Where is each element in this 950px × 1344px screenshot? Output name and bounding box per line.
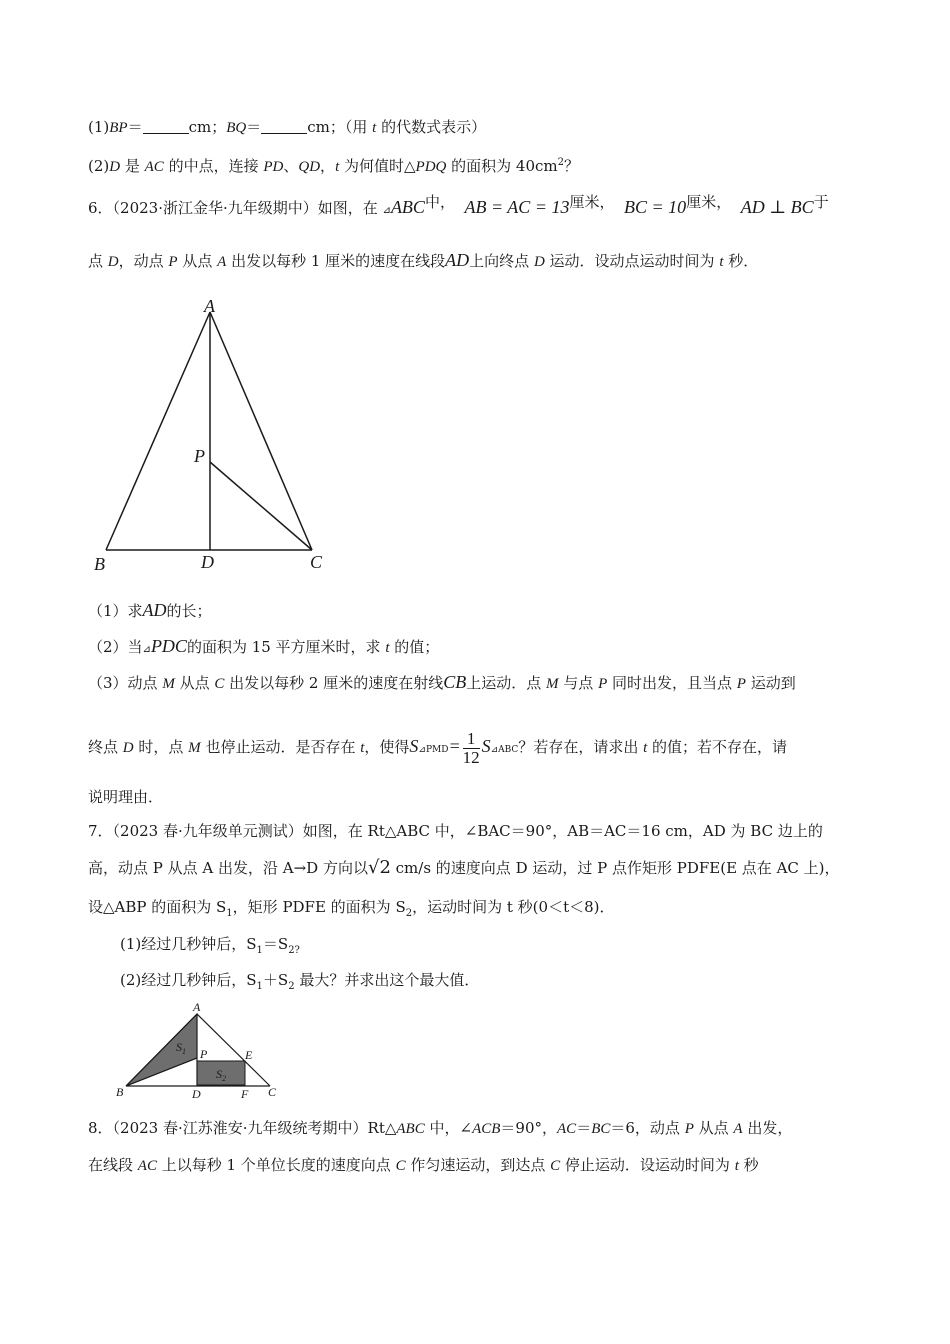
segment-pc	[210, 462, 312, 550]
var: P	[684, 1121, 694, 1137]
math: AD	[142, 600, 167, 620]
subscript: 2?	[288, 945, 300, 956]
text: ？	[564, 157, 580, 175]
q7-line3	[88, 897, 615, 924]
q7-sub2	[120, 970, 479, 997]
text: cm；	[188, 118, 227, 136]
var: t	[372, 120, 377, 136]
text: 说明理由．	[88, 788, 164, 806]
text: (1)经过几秒钟后，S	[120, 935, 257, 953]
text: 从点	[174, 674, 215, 692]
s2-letter: S	[216, 1067, 222, 1081]
text: 的中点，连接	[163, 157, 264, 175]
text: 的长；	[166, 602, 212, 620]
label-d: D	[192, 1087, 201, 1101]
text: 上运动．点	[466, 674, 547, 692]
text: ，矩形 PDFE 的面积为 S	[232, 898, 406, 916]
var: BP	[109, 120, 128, 136]
var: ABC	[396, 1121, 425, 1137]
text: cm/s 的速度向点 D 运动，过 P 点作矩形 PDFE(E 点在 AC 上)，	[390, 859, 840, 877]
text: 是	[120, 157, 145, 175]
text: 点	[88, 252, 108, 270]
text: 秒	[738, 1156, 759, 1174]
q6-sub1	[88, 600, 212, 621]
text: 上以每秒 1 个单位长度的速度向点	[156, 1156, 396, 1174]
text: 上向终点	[469, 252, 534, 270]
q7-line2	[88, 858, 840, 878]
math: BC = 10	[624, 197, 687, 217]
var: D	[122, 740, 134, 756]
var: PDQ	[415, 159, 447, 175]
q5-part2	[88, 153, 579, 177]
text: (1)	[88, 118, 110, 136]
math: CB	[443, 672, 467, 692]
text: 最大？并求出这个最大值．	[294, 971, 480, 989]
triangle-figure-q6	[80, 290, 350, 580]
var: D	[107, 254, 119, 270]
var: BC	[591, 1121, 611, 1137]
q7-sub1	[120, 934, 300, 961]
var: M	[162, 676, 175, 692]
subscript: 1	[256, 945, 263, 956]
text: 出发以每秒 2 厘米的速度在射线	[224, 674, 444, 692]
var: ACB	[472, 1121, 501, 1137]
label-c: C	[310, 552, 323, 572]
text: （2）当	[88, 638, 143, 656]
text: ？若存在，请求出	[518, 738, 644, 756]
numerator: 1	[463, 730, 480, 749]
text: 终点	[88, 738, 123, 756]
label-p: P	[194, 446, 205, 466]
label-a: A	[204, 296, 215, 316]
text: 从点	[693, 1119, 734, 1137]
var: AC	[137, 1158, 157, 1174]
answer-blank	[261, 119, 307, 134]
label-f: F	[241, 1087, 249, 1101]
text: （1）求	[88, 602, 143, 620]
text: ＝S	[262, 935, 289, 953]
var: BQ	[226, 120, 247, 136]
text: 运动到	[745, 674, 796, 692]
text: cm；（用	[307, 118, 373, 136]
text: 在线段	[88, 1156, 138, 1174]
label-a: A	[193, 1000, 201, 1014]
var: C	[395, 1158, 406, 1174]
subscript: ⊿PMD	[418, 745, 449, 755]
math: AD	[445, 250, 470, 270]
text: 秒．	[723, 252, 759, 270]
label-b: B	[94, 554, 105, 574]
text: 中，	[424, 193, 455, 211]
var: A	[733, 1121, 743, 1137]
text: 出发，	[742, 1119, 793, 1137]
var: t	[719, 254, 724, 270]
var: C	[214, 676, 225, 692]
text: ，动点	[118, 252, 169, 270]
var: AC	[557, 1121, 577, 1137]
math: PDC	[150, 636, 187, 656]
subscript: 2	[405, 908, 413, 919]
text: 时，点	[133, 738, 189, 756]
math: S	[481, 736, 491, 756]
text: 的面积为 40cm	[446, 157, 558, 175]
var: QD	[298, 159, 321, 175]
text: 同时出发，且当点	[607, 674, 737, 692]
label-b: B	[116, 1085, 124, 1099]
text: 于	[813, 193, 829, 211]
math: AD ⊥ BC	[740, 197, 814, 217]
answer-blank	[143, 119, 189, 134]
var: t	[385, 640, 390, 656]
text: ，使得	[364, 738, 410, 756]
text: 作匀速运动，到达点	[405, 1156, 551, 1174]
subscript: ⊿ABC	[490, 745, 519, 755]
q5-part1	[88, 117, 486, 138]
var: t	[643, 740, 648, 756]
label-c: C	[268, 1085, 277, 1099]
text: 从点	[177, 252, 218, 270]
var: M	[188, 740, 201, 756]
text: 停止运动．设运动时间为	[560, 1156, 735, 1174]
label-e: E	[245, 1048, 253, 1062]
q6-line2	[88, 250, 758, 272]
var: AC	[144, 159, 164, 175]
subscript: 2	[288, 981, 295, 992]
q6-sub3-cont	[88, 726, 787, 770]
q6-sub3-end	[88, 787, 163, 807]
text: ＝	[127, 118, 143, 136]
var: t	[335, 159, 340, 175]
text: 的值；	[389, 638, 440, 656]
math: =	[448, 736, 461, 756]
triangle-symbol: ⊿	[142, 644, 151, 655]
text: ＋S	[262, 971, 289, 989]
text: 厘米，	[569, 193, 615, 211]
q7-line1	[88, 821, 823, 841]
text: ＝	[576, 1119, 592, 1137]
var: t	[734, 1158, 739, 1174]
s1-letter: S	[176, 1040, 182, 1054]
text: 运动．设动点运动时间为	[544, 252, 720, 270]
side-ac	[210, 312, 312, 550]
text: （3）动点	[88, 674, 163, 692]
q6-sub2	[88, 636, 439, 660]
text: 6．（2023·浙江金华·九年级期中）如图，在	[88, 199, 378, 217]
sqrt-two: √2	[367, 857, 391, 878]
text: 的面积为 15 平方厘米时，求	[186, 638, 386, 656]
math: AB = AC = 13	[464, 197, 570, 217]
text: 中，∠	[424, 1119, 473, 1137]
triangle-symbol: ⊿	[382, 205, 391, 216]
var: D	[533, 254, 545, 270]
text: 厘米，	[686, 193, 732, 211]
text: 的值；若不存在，请	[647, 738, 788, 756]
denominator: 12	[462, 747, 480, 767]
text: 出发以每秒 1 厘米的速度在线段	[226, 252, 446, 270]
text: 8．（2023 春·江苏淮安·九年级统考期中）Rt△	[88, 1119, 397, 1137]
text: (2)	[88, 157, 110, 175]
math: ABC	[390, 197, 425, 217]
var: PD	[263, 159, 284, 175]
var: M	[546, 676, 559, 692]
var: C	[550, 1158, 561, 1174]
q6-sub3	[88, 672, 796, 694]
text: ＝90°，	[500, 1119, 558, 1137]
text: ＝6，动点	[610, 1119, 685, 1137]
var: D	[109, 159, 121, 175]
side-ab	[106, 312, 210, 550]
var: A	[217, 254, 227, 270]
text: ，运动时间为 t 秒(0＜t＜8)．	[412, 898, 615, 916]
q8-line2	[88, 1155, 759, 1176]
text: 为何值时△	[339, 157, 416, 175]
s2-sub: 2	[222, 1074, 226, 1083]
label-p: P	[200, 1047, 208, 1061]
text: 、	[283, 157, 299, 175]
label-d: D	[201, 552, 214, 572]
var: t	[360, 740, 365, 756]
text: 的代数式表示）	[376, 118, 487, 136]
text: 高，动点 P 从点 A 出发，沿 A→D 方向以	[88, 859, 368, 877]
text: 与点	[558, 674, 599, 692]
fraction	[463, 730, 480, 767]
text: 设△ABP 的面积为 S	[88, 898, 227, 916]
text: ，	[320, 157, 336, 175]
subscript: 1	[256, 981, 263, 992]
var: P	[168, 254, 178, 270]
triangle-figure-q7	[112, 998, 288, 1102]
text: 7．（2023 春·九年级单元测试）如图，在 Rt△ABC 中，∠BAC＝90°，AB＝AC＝16 cm，AD 为 BC 边上的	[88, 822, 823, 840]
text: 也停止运动．是否存在	[200, 738, 361, 756]
text: (2)经过几秒钟后，S	[120, 971, 257, 989]
math: S	[409, 736, 419, 756]
var: P	[598, 676, 608, 692]
text: ＝	[246, 118, 262, 136]
subscript: 1	[226, 908, 233, 919]
var: P	[736, 676, 746, 692]
s1-sub: 1	[182, 1047, 186, 1056]
q8-line1	[88, 1118, 792, 1139]
q6-line1	[88, 192, 829, 221]
exponent: 2	[557, 157, 564, 168]
